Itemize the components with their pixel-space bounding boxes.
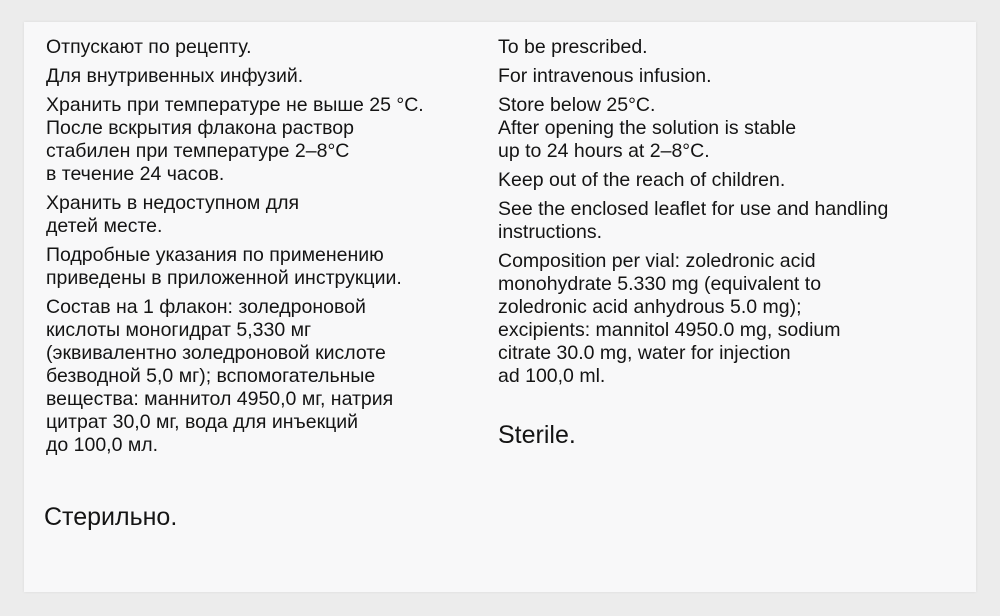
- ru-text-line: в течение 24 часов.: [46, 163, 225, 185]
- ru-text-line: Состав на 1 флакон: золедроновой: [46, 296, 366, 318]
- ru-storage-note: [46, 94, 486, 186]
- en-text-line: zoledronic acid anhydrous 5.0 mg);: [498, 296, 802, 318]
- en-storage-note: [498, 94, 958, 163]
- en-text-line: monohydrate 5.330 mg (equivalent to: [498, 273, 822, 295]
- ru-sterile-label: Стерильно.: [44, 503, 178, 531]
- en-text-line: For intravenous infusion.: [498, 65, 712, 87]
- ru-text-line: приведены в приложенной инструкции.: [46, 267, 402, 289]
- label-panel: [24, 22, 976, 592]
- en-text-line: excipients: mannitol 4950.0 mg, sodium: [498, 319, 841, 341]
- english-text-column: [498, 36, 958, 394]
- ru-text-line: цитрат 30,0 мг, вода для инъекций: [46, 411, 359, 433]
- ru-text-line: детей месте.: [46, 215, 163, 237]
- en-text-line: Store below 25°C.: [498, 94, 656, 116]
- ru-text-line: безводной 5,0 мг); вспомогательные: [46, 365, 376, 387]
- en-text-line: To be prescribed.: [498, 36, 648, 58]
- russian-text-column: [46, 36, 486, 463]
- ru-composition: [46, 296, 486, 457]
- en-text-line: See the enclosed leaflet for use and handling: [498, 198, 889, 220]
- en-leaflet-note: [498, 198, 958, 244]
- ru-text-line: Хранить в недоступном для: [46, 192, 300, 214]
- ru-text-line: до 100,0 мл.: [46, 434, 159, 456]
- en-sterile-label: Sterile.: [498, 421, 576, 449]
- ru-prescription-note: [46, 36, 486, 59]
- ru-children-warning: [46, 192, 486, 238]
- en-text-line: Composition per vial: zoledronic acid: [498, 250, 816, 272]
- en-prescription-note: [498, 36, 958, 59]
- en-route-note: [498, 65, 958, 88]
- en-composition: [498, 250, 958, 388]
- ru-text-line: Хранить при температуре не выше 25 °С.: [46, 94, 424, 116]
- ru-text-line: стабилен при температуре 2–8°С: [46, 140, 350, 162]
- en-text-line: citrate 30.0 mg, water for injection: [498, 342, 791, 364]
- en-children-warning: [498, 169, 958, 192]
- ru-text-line: кислоты моногидрат 5,330 мг: [46, 319, 312, 341]
- en-text-line: up to 24 hours at 2–8°C.: [498, 140, 710, 162]
- ru-text-line: вещества: маннитол 4950,0 мг, натрия: [46, 388, 394, 410]
- ru-leaflet-note: [46, 244, 486, 290]
- ru-text-line: После вскрытия флакона раствор: [46, 117, 355, 139]
- en-text-line: After opening the solution is stable: [498, 117, 797, 139]
- ru-text-line: Отпускают по рецепту.: [46, 36, 252, 58]
- ru-text-line: Для внутривенных инфузий.: [46, 65, 304, 87]
- en-text-line: instructions.: [498, 221, 603, 243]
- ru-text-line: Подробные указания по применению: [46, 244, 384, 266]
- ru-text-line: (эквивалентно золедроновой кислоте: [46, 342, 386, 364]
- ru-route-note: [46, 65, 486, 88]
- en-text-line: Keep out of the reach of children.: [498, 169, 786, 191]
- en-text-line: ad 100,0 ml.: [498, 365, 606, 387]
